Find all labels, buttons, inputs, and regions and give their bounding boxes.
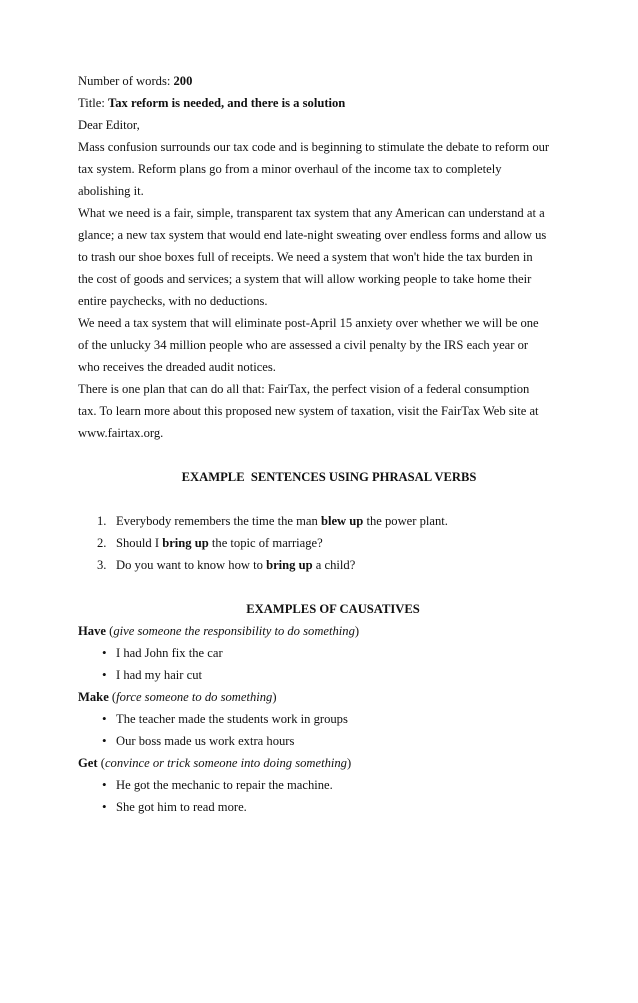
causative-gloss: force someone to do something [116, 690, 273, 704]
paragraph-line: tax system. Reform plans go from a minor overhaul of the income tax to completely [78, 162, 502, 176]
paren-close: ) [272, 690, 277, 704]
example-text: I had my hair cut [116, 668, 203, 682]
paragraph-line: entire paychecks, with no deductions. [78, 294, 268, 308]
paragraph-line: of the unlucky 34 million people who are assessed a civil penalty by the IRS each year or [78, 338, 529, 352]
bullet-item [78, 796, 568, 818]
causative-verb: Have [78, 624, 106, 638]
spacer [78, 488, 568, 510]
causative-group-make [78, 686, 568, 752]
example-text: The teacher made the students work in groups [116, 712, 348, 726]
letter-paragraph-3 [78, 312, 568, 378]
bullet-item [78, 664, 568, 686]
bullet-item [78, 730, 568, 752]
list-item [78, 510, 568, 532]
sentence-text: a child? [312, 558, 356, 572]
paragraph-line: tax. To learn more about this proposed new system of taxation, visit the FairTax Web site at [78, 404, 539, 418]
sentence-text: the topic of marriage? [208, 536, 323, 550]
paragraph-line: There is one plan that can do all that: FairTax, the perfect vision of a federal consumption [78, 382, 530, 396]
paragraph-line: to trash our shoe boxes full of receipts. We need a system that won't hide the tax burden in [78, 250, 533, 264]
bullet-icon: • [102, 777, 107, 792]
sentence-text: the power plant. [363, 514, 448, 528]
title-line [78, 92, 568, 114]
phrasal-verb: bring up [266, 558, 313, 572]
list-item [78, 532, 568, 554]
causative-verb: Make [78, 690, 109, 704]
phrasal-verb: blew up [320, 514, 364, 528]
sentence-text: Should I [116, 536, 163, 550]
salutation: Dear Editor, [78, 118, 140, 132]
letter-paragraph-2 [78, 202, 568, 312]
example-text: He got the mechanic to repair the machine. [116, 778, 333, 792]
example-text: Our boss made us work extra hours [116, 734, 295, 748]
title-label: Title: [78, 96, 105, 110]
causative-verb: Get [78, 756, 98, 770]
example-text: I had John fix the car [116, 646, 223, 660]
paragraph-line: abolishing it. [78, 184, 144, 198]
paragraph-line: We need a tax system that will eliminate post-April 15 anxiety over whether we will be one [78, 316, 539, 330]
sentence-text: Do you want to know how to [116, 558, 267, 572]
spacer [78, 576, 568, 598]
phrasal-verbs-heading [78, 466, 568, 488]
paren-open: ( [108, 690, 117, 704]
bullet-item [78, 642, 568, 664]
bullet-item [78, 708, 568, 730]
word-count-value: 200 [173, 74, 193, 88]
causative-group-have [78, 620, 568, 686]
spacer [78, 444, 568, 466]
letter-paragraph-1 [78, 136, 568, 202]
paren-open: ( [97, 756, 105, 770]
bullet-icon: • [102, 711, 107, 726]
causative-gloss: give someone the responsibility to do something [113, 624, 355, 638]
example-text: She got him to read more. [116, 800, 247, 814]
bullet-item [78, 774, 568, 796]
bullet-icon: • [102, 645, 107, 660]
causative-gloss: convince or trick someone into doing something [104, 756, 347, 770]
bullet-icon: • [102, 799, 107, 814]
paren-close: ) [346, 756, 352, 770]
paragraph-line: What we need is a fair, simple, transparent tax system that any American can understand at a [78, 206, 545, 220]
causatives-heading [78, 598, 568, 620]
list-number: 1. [97, 514, 107, 528]
phrasal-verbs-heading-text: EXAMPLE SENTENCES USING PHRASAL VERBS [181, 470, 477, 484]
list-number: 2. [97, 536, 107, 550]
letter-paragraph-4 [78, 378, 568, 444]
causative-title [78, 752, 568, 774]
causative-group-get [78, 752, 568, 818]
causatives-heading-text: EXAMPLES OF CAUSATIVES [246, 602, 420, 616]
phrasal-verbs-list [78, 510, 568, 576]
paragraph-line: who receives the dreaded audit notices. [78, 360, 276, 374]
phrasal-verb: bring up [162, 536, 209, 550]
paren-close: ) [354, 624, 360, 638]
causative-title [78, 686, 568, 708]
document-page [78, 70, 568, 818]
paren-open: ( [105, 624, 114, 638]
title-value: Tax reform is needed, and there is a solution [108, 96, 346, 110]
paragraph-line: Mass confusion surrounds our tax code and is beginning to stimulate the debate to reform our [78, 140, 550, 154]
paragraph-line: www.fairtax.org. [78, 426, 164, 440]
word-count-line [78, 70, 568, 92]
paragraph-line: the cost of goods and services; a system that will allow working people to take home their [78, 272, 532, 286]
word-count-label: Number of words: [78, 74, 171, 88]
list-number: 3. [97, 558, 107, 572]
bullet-icon: • [102, 733, 107, 748]
sentence-text: Everybody remembers the time the man [116, 514, 321, 528]
list-item [78, 554, 568, 576]
paragraph-line: glance; a new tax system that would end late-night sweating over endless forms and allow us [78, 228, 547, 242]
causative-title [78, 620, 568, 642]
bullet-icon: • [102, 667, 107, 682]
